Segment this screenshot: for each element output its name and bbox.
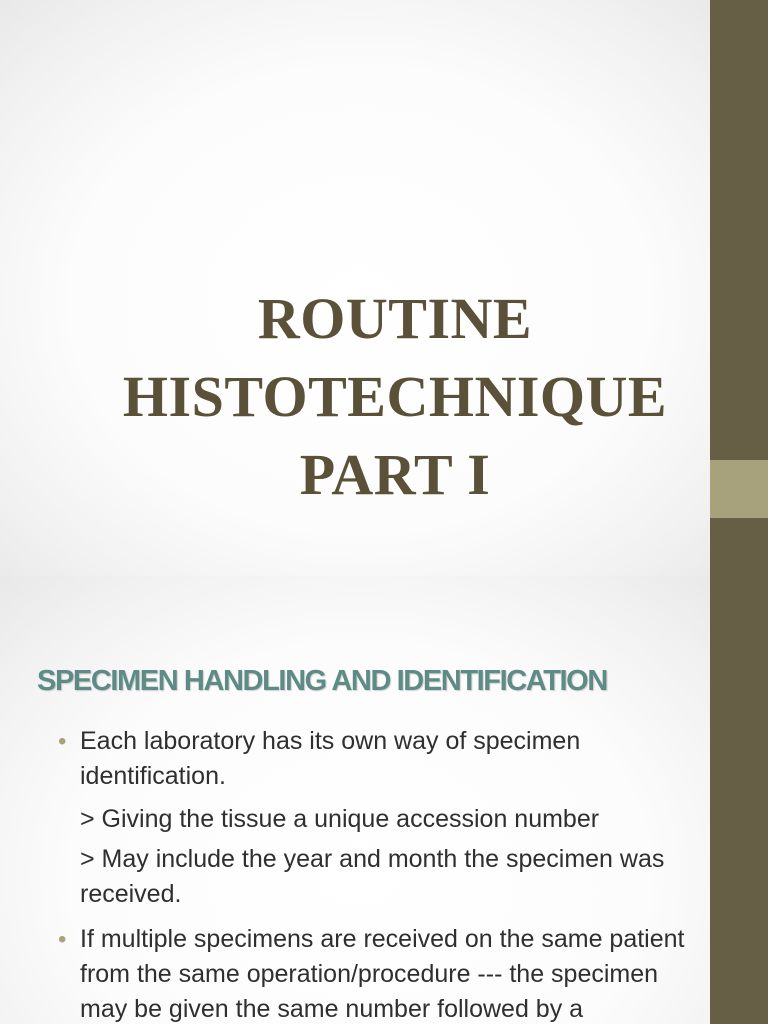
title-line-1: ROUTINE xyxy=(257,286,533,351)
presentation-title xyxy=(80,280,710,514)
slide-content-body xyxy=(0,576,720,1024)
sub-item: > May include the year and month the specimen was received. xyxy=(80,845,665,908)
title-line-3: PART I xyxy=(299,442,491,507)
slide-sidebar-accent xyxy=(710,460,768,518)
section-heading: SPECIMEN HANDLING AND IDENTIFICATION xyxy=(37,665,607,697)
slide-content xyxy=(0,576,768,1024)
bullet-item: • Each laboratory has its own way of specimen identification. xyxy=(80,724,700,794)
sub-item: > Giving the tissue a unique accession number xyxy=(80,805,600,833)
bullet-item: • If multiple specimens are received on the same patient from the same operation/procedure --- the specimen may be given the same number followed by a xyxy=(80,922,700,1024)
title-line-2: HISTOTECHNIQUE xyxy=(122,364,668,429)
